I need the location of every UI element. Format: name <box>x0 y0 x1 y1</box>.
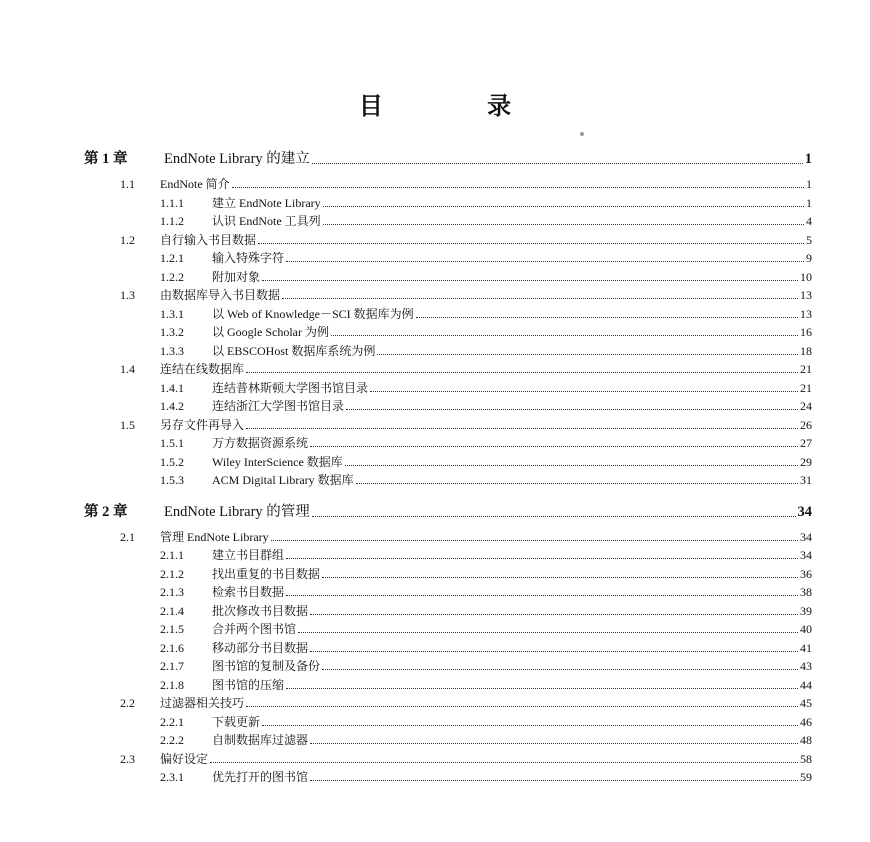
toc-entry-title: EndNote 简介 <box>160 177 230 191</box>
toc-subsection-entry <box>160 342 812 360</box>
toc-page-number: 21 <box>800 380 812 395</box>
toc-entry-title: 认识 EndNote 工具列 <box>212 214 321 228</box>
toc-entry-number: 1.2.1 <box>160 251 184 265</box>
toc-page-number: 1 <box>804 151 812 167</box>
toc-page-number: 1 <box>806 177 812 191</box>
toc-entry-title: 图书馆的压缩 <box>212 677 285 692</box>
toc-page-number: 34 <box>797 503 812 520</box>
toc-entry-number: 2.1.4 <box>160 603 184 618</box>
toc-entry-title: 输入特殊字符 <box>212 251 285 265</box>
toc-leader-dots <box>258 243 804 244</box>
toc-leader-dots <box>271 540 798 541</box>
toc-page-number: 44 <box>800 677 812 692</box>
toc-entry-number: 1.3.2 <box>160 325 184 339</box>
toc-leader-dots <box>298 632 798 633</box>
toc-entry-number: 2.1.1 <box>160 548 184 562</box>
toc-entry-number: 1.1.1 <box>160 195 184 210</box>
toc-entry-title: 找出重复的书目数据 <box>212 566 321 581</box>
toc-page-number: 13 <box>800 288 812 302</box>
toc-entry-number: 1.5.1 <box>160 436 184 450</box>
toc-page-number: 43 <box>800 659 812 673</box>
toc-entry-title: 另存文件再导入 <box>160 417 245 432</box>
toc-entry-title: ACM Digital Library 数据库 <box>212 473 354 487</box>
toc-subsection-entry <box>160 583 812 601</box>
toc-entry-number: 第 1 章 <box>84 151 128 167</box>
toc-subsection-entry <box>160 471 812 489</box>
toc-entry-number: 1.5 <box>120 417 135 432</box>
toc-entry-number: 2.1.2 <box>160 566 184 581</box>
toc-page-number: 1 <box>806 195 812 210</box>
toc-entry-number: 2.1.7 <box>160 659 184 673</box>
toc-entry-title: 批次修改书目数据 <box>212 603 309 618</box>
toc-page-number: 5 <box>806 232 812 247</box>
toc-leader-dots <box>232 187 804 188</box>
toc-entry-number: 2.1.3 <box>160 585 184 599</box>
toc-entry-title: 连结浙江大学图书馆目录 <box>212 399 345 413</box>
toc-leader-dots <box>210 762 798 763</box>
toc-subsection-entry <box>160 546 812 564</box>
toc-entry-number: 1.1 <box>120 177 135 191</box>
toc-subsection-entry <box>160 194 812 212</box>
toc-leader-dots <box>310 780 798 781</box>
toc-entry-number: 1.3 <box>120 288 135 302</box>
toc-page-number: 38 <box>800 585 812 599</box>
toc-page-number: 29 <box>800 454 812 469</box>
toc-leader-dots <box>246 372 798 373</box>
toc-page-number: 18 <box>800 343 812 358</box>
toc-entry-number: 1.3.3 <box>160 343 184 358</box>
toc-subsection-entry <box>160 249 812 267</box>
toc-entry-number: 2.2.2 <box>160 733 184 747</box>
toc-page-number: 9 <box>806 251 812 265</box>
toc-entry-number: 2.1 <box>120 529 135 544</box>
toc-subsection-entry <box>160 565 812 583</box>
toc-leader-dots <box>262 725 798 726</box>
toc-leader-dots <box>310 446 798 447</box>
toc-page-number: 10 <box>800 269 812 284</box>
toc-subsection-entry <box>160 397 812 415</box>
toc-entry-title: 偏好设定 <box>160 751 209 766</box>
toc-leader-dots <box>323 224 804 225</box>
toc-entry-title: 自制数据库过滤器 <box>212 733 309 747</box>
toc-leader-dots <box>282 298 798 299</box>
toc-page-number: 41 <box>800 640 812 655</box>
toc-chapter-entry <box>84 500 812 522</box>
toc-subsection-entry <box>160 602 812 620</box>
toc-page-number: 13 <box>800 306 812 321</box>
toc-section-entry <box>120 175 812 193</box>
toc-entry-number: 2.3.1 <box>160 770 184 784</box>
toc-leader-dots <box>310 743 798 744</box>
toc-page-number: 36 <box>800 566 812 581</box>
toc-entry-number: 2.1.8 <box>160 677 184 692</box>
toc-subsection-entry <box>160 212 812 230</box>
toc-entry-number: 1.2 <box>120 232 135 247</box>
toc-section-entry <box>120 416 812 434</box>
toc-subsection-entry <box>160 453 812 471</box>
toc-entry-number: 1.4 <box>120 362 135 376</box>
toc-entry-title: 自行输入书目数据 <box>160 232 257 247</box>
toc-entry-title: 由数据库导入书目数据 <box>160 288 281 302</box>
toc-page-number: 21 <box>800 362 812 376</box>
toc-subsection-entry <box>160 268 812 286</box>
toc-leader-dots <box>322 577 798 578</box>
toc-leader-dots <box>286 595 798 596</box>
toc-subsection-entry <box>160 676 812 694</box>
toc-subsection-entry <box>160 657 812 675</box>
toc-entry-title: 附加对象 <box>212 269 261 284</box>
toc-entry-title: 下载更新 <box>212 714 261 729</box>
toc-entry-title: 建立 EndNote Library <box>212 195 321 210</box>
toc-leader-dots <box>286 261 804 262</box>
toc-entry-title: 以 Web of Knowledge－SCI 数据库为例 <box>212 306 414 321</box>
toc-leader-dots <box>286 558 798 559</box>
toc-section-entry <box>120 286 812 304</box>
toc-chapter-entry <box>84 147 812 169</box>
toc-entry-title: 以 EBSCOHost 数据库系统为例 <box>212 343 376 358</box>
toc-subsection-entry <box>160 305 812 323</box>
toc-entry-number: 第 2 章 <box>84 503 128 520</box>
toc-page-number: 45 <box>800 696 812 710</box>
toc-leader-dots <box>246 706 798 707</box>
toc-entry-number: 1.3.1 <box>160 306 184 321</box>
toc-leader-dots <box>312 516 796 517</box>
toc-section-entry <box>120 694 812 712</box>
toc-entry-number: 1.5.2 <box>160 454 184 469</box>
toc-section-entry <box>120 231 812 249</box>
toc-leader-dots <box>286 688 798 689</box>
toc-page-number: 16 <box>800 325 812 339</box>
toc-entry-title: 管理 EndNote Library <box>160 529 269 544</box>
toc-entry-title: 建立书目群组 <box>212 548 285 562</box>
toc-entry-number: 2.1.5 <box>160 622 184 636</box>
toc-page-number: 40 <box>800 622 812 636</box>
toc-subsection-entry <box>160 434 812 452</box>
toc-entry-title: 以 Google Scholar 为例 <box>212 325 329 339</box>
toc-page-number: 46 <box>800 714 812 729</box>
toc-page-number: 27 <box>800 436 812 450</box>
toc-entry-title: 移动部分书目数据 <box>212 640 309 655</box>
toc-page-number: 26 <box>800 417 812 432</box>
toc-leader-dots <box>310 614 798 615</box>
toc-entry-number: 1.4.2 <box>160 399 184 413</box>
toc-page-number: 39 <box>800 603 812 618</box>
toc-entry-title: 图书馆的复制及备份 <box>212 659 321 673</box>
toc-entry-number: 1.2.2 <box>160 269 184 284</box>
toc-leader-dots <box>262 280 798 281</box>
toc-entry-number: 2.2.1 <box>160 714 184 729</box>
toc-entry-number: 1.1.2 <box>160 214 184 228</box>
toc-section-entry <box>120 750 812 768</box>
toc-page-number: 59 <box>800 770 812 784</box>
toc-leader-dots <box>377 354 798 355</box>
toc-section-entry <box>120 528 812 546</box>
toc-entry-title: Wiley InterScience 数据库 <box>212 454 343 469</box>
page-title: 目 录 <box>358 92 560 120</box>
toc-subsection-entry <box>160 731 812 749</box>
toc-entry-number: 2.1.6 <box>160 640 184 655</box>
toc-leader-dots <box>356 483 798 484</box>
toc-entry-title: 过滤器相关技巧 <box>160 696 245 710</box>
toc-page-number: 24 <box>800 399 812 413</box>
toc-page-number: 58 <box>800 751 812 766</box>
toc-leader-dots <box>416 317 798 318</box>
toc-entry-title: 万方数据资源系统 <box>212 436 309 450</box>
toc-leader-dots <box>370 391 798 392</box>
toc-subsection-entry <box>160 323 812 341</box>
toc-entry-title: 合并两个图书馆 <box>212 622 297 636</box>
toc-leader-dots <box>312 163 803 164</box>
toc-entry-title: 连结普林斯顿大学图书馆目录 <box>212 380 369 395</box>
toc-entry-title: 优先打开的图书馆 <box>212 770 309 784</box>
toc-subsection-entry <box>160 379 812 397</box>
toc-leader-dots <box>323 206 804 207</box>
scan-speck <box>580 132 584 136</box>
toc-subsection-entry <box>160 768 812 786</box>
toc-section-entry <box>120 360 812 378</box>
toc-entry-number: 2.2 <box>120 696 135 710</box>
toc-entry-number: 1.5.3 <box>160 473 184 487</box>
toc-entry-title: 检索书目数据 <box>212 585 285 599</box>
toc-entry-title: 连结在线数据库 <box>160 362 245 376</box>
toc-subsection-entry <box>160 639 812 657</box>
toc-page-number: 34 <box>800 548 812 562</box>
toc-leader-dots <box>346 409 798 410</box>
toc-entry-number: 1.4.1 <box>160 380 184 395</box>
toc-page-number: 48 <box>800 733 812 747</box>
toc-leader-dots <box>310 651 798 652</box>
toc-page-number: 34 <box>800 529 812 544</box>
toc-leader-dots <box>322 669 798 670</box>
toc-page-number: 31 <box>800 473 812 487</box>
toc-leader-dots <box>331 335 798 336</box>
toc-leader-dots <box>246 428 798 429</box>
toc-subsection-entry <box>160 620 812 638</box>
toc-entry-number: 2.3 <box>120 751 135 766</box>
toc-subsection-entry <box>160 713 812 731</box>
toc-leader-dots <box>345 465 798 466</box>
toc-entry-title: EndNote Library 的管理 <box>164 503 310 520</box>
toc-page-number: 4 <box>806 214 812 228</box>
toc-entry-title: EndNote Library 的建立 <box>164 151 310 167</box>
